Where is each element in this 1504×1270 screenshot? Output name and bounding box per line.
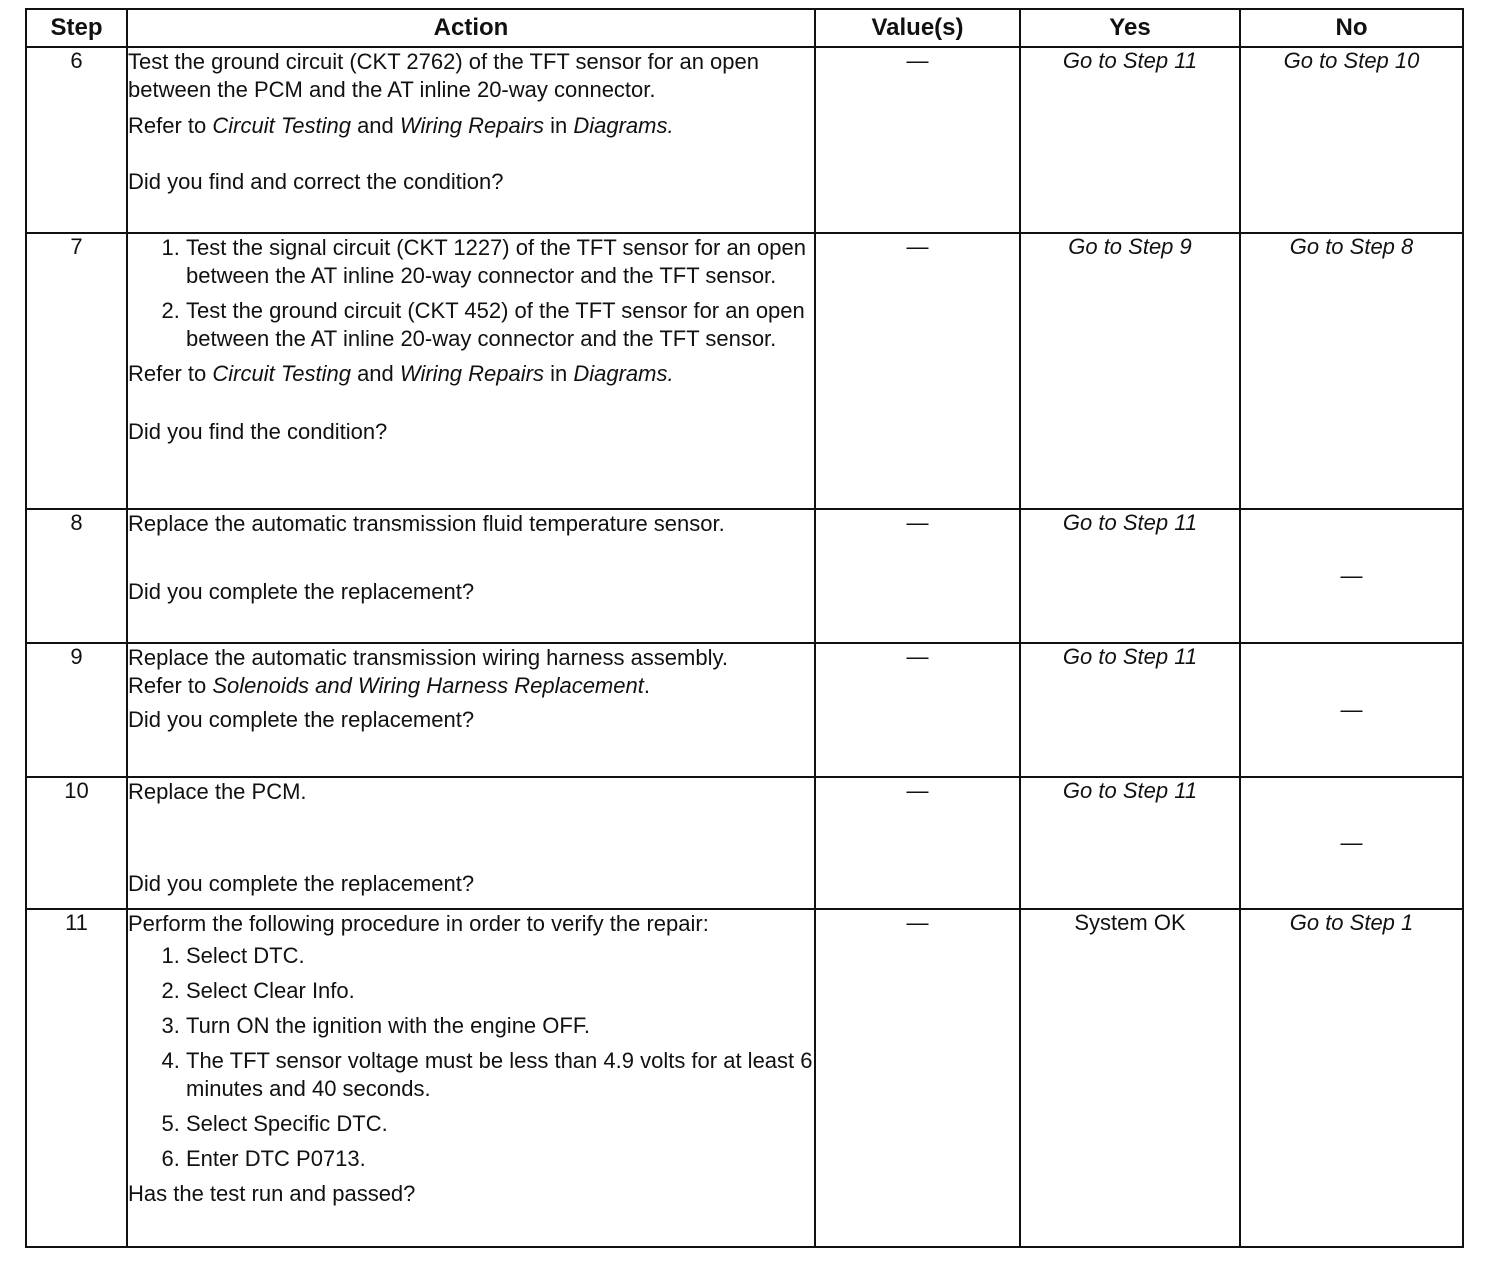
value-cell: — xyxy=(815,47,1020,233)
refer-link: Diagrams. xyxy=(573,361,674,386)
refer-text: in xyxy=(543,113,574,138)
refer-prefix: Refer to xyxy=(128,673,213,698)
header-row xyxy=(26,9,1463,47)
procedure-list xyxy=(128,942,814,1173)
refer-link: Solenoids and Wiring Harness Replacement xyxy=(212,673,644,698)
question: Did you complete the replacement? xyxy=(128,871,475,896)
list-item: 1. Select DTC. xyxy=(186,942,814,970)
question: Did you complete the replacement? xyxy=(128,579,475,604)
refer-link: Diagrams. xyxy=(573,113,674,138)
no-result: — xyxy=(1240,643,1463,777)
refer-line xyxy=(128,360,814,388)
yes-result: Go to Step 11 xyxy=(1020,643,1240,777)
yes-result: Go to Step 11 xyxy=(1020,777,1240,909)
action-cell xyxy=(127,909,815,1247)
action-text: Replace the PCM. xyxy=(128,779,307,804)
table-row xyxy=(26,909,1463,1247)
refer-line xyxy=(128,672,814,700)
table-row xyxy=(26,47,1463,233)
value-cell: — xyxy=(815,509,1020,643)
yes-result: Go to Step 9 xyxy=(1020,233,1240,509)
action-text: Replace the automatic transmission wiring harness assembly. xyxy=(128,645,728,670)
action-text: Test the ground circuit (CKT 2762) of the TFT sensor for an open between the PCM and the AT inline 20-way connector. xyxy=(128,49,759,102)
step-number: 6 xyxy=(26,47,127,233)
no-result: — xyxy=(1240,777,1463,909)
step-number: 11 xyxy=(26,909,127,1247)
procedure-list xyxy=(128,234,814,353)
table-row xyxy=(26,643,1463,777)
no-result: Go to Step 8 xyxy=(1240,233,1463,509)
header-no: No xyxy=(1240,9,1463,47)
refer-link: Circuit Testing xyxy=(212,361,351,386)
action-text: Replace the automatic transmission fluid temperature sensor. xyxy=(128,511,725,536)
header-values: Value(s) xyxy=(815,9,1020,47)
question: Did you complete the replacement? xyxy=(128,707,475,732)
refer-link: Circuit Testing xyxy=(212,113,351,138)
step-number: 10 xyxy=(26,777,127,909)
action-text: Perform the following procedure in order to verify the repair: xyxy=(128,911,709,936)
header-step: Step xyxy=(26,9,127,47)
action-cell xyxy=(127,777,815,909)
table-row xyxy=(26,233,1463,509)
refer-prefix: Refer to xyxy=(128,361,213,386)
diagnostic-table xyxy=(25,8,1464,1248)
value-cell: — xyxy=(815,643,1020,777)
header-yes: Yes xyxy=(1020,9,1240,47)
refer-text: in xyxy=(543,361,574,386)
list-item: 2. Select Clear Info. xyxy=(186,977,814,1005)
question: Has the test run and passed? xyxy=(128,1181,416,1206)
table-row xyxy=(26,509,1463,643)
refer-text: . xyxy=(643,673,650,698)
no-result: Go to Step 1 xyxy=(1240,909,1463,1247)
list-item: 1. Test the signal circuit (CKT 1227) of the TFT sensor for an open between the AT inline 20-way connector and the TFT sensor. xyxy=(186,234,814,290)
value-cell: — xyxy=(815,909,1020,1247)
list-item: 6. Enter DTC P0713. xyxy=(186,1145,814,1173)
question: Did you find the condition? xyxy=(128,419,388,444)
action-cell xyxy=(127,643,815,777)
refer-link: Wiring Repairs xyxy=(399,113,544,138)
question: Did you find and correct the condition? xyxy=(128,169,504,194)
value-cell: — xyxy=(815,233,1020,509)
refer-prefix: Refer to xyxy=(128,113,213,138)
header-action: Action xyxy=(127,9,815,47)
refer-line xyxy=(128,112,814,140)
refer-text: and xyxy=(350,113,400,138)
action-cell xyxy=(127,47,815,233)
value-cell: — xyxy=(815,777,1020,909)
yes-result: System OK xyxy=(1020,909,1240,1247)
step-number: 7 xyxy=(26,233,127,509)
no-result: Go to Step 10 xyxy=(1240,47,1463,233)
refer-link: Wiring Repairs xyxy=(399,361,544,386)
list-item: 4. The TFT sensor voltage must be less than 4.9 volts for at least 6 minutes and 40 seconds. xyxy=(186,1047,814,1103)
list-item: 3. Turn ON the ignition with the engine OFF. xyxy=(186,1012,814,1040)
no-result: — xyxy=(1240,509,1463,643)
action-cell xyxy=(127,233,815,509)
refer-text: and xyxy=(350,361,400,386)
list-item: 5. Select Specific DTC. xyxy=(186,1110,814,1138)
table-row xyxy=(26,777,1463,909)
action-cell xyxy=(127,509,815,643)
yes-result: Go to Step 11 xyxy=(1020,47,1240,233)
yes-result: Go to Step 11 xyxy=(1020,509,1240,643)
step-number: 8 xyxy=(26,509,127,643)
step-number: 9 xyxy=(26,643,127,777)
list-item: 2. Test the ground circuit (CKT 452) of the TFT sensor for an open between the AT inline 20-way connector and the TFT sensor. xyxy=(186,297,814,353)
